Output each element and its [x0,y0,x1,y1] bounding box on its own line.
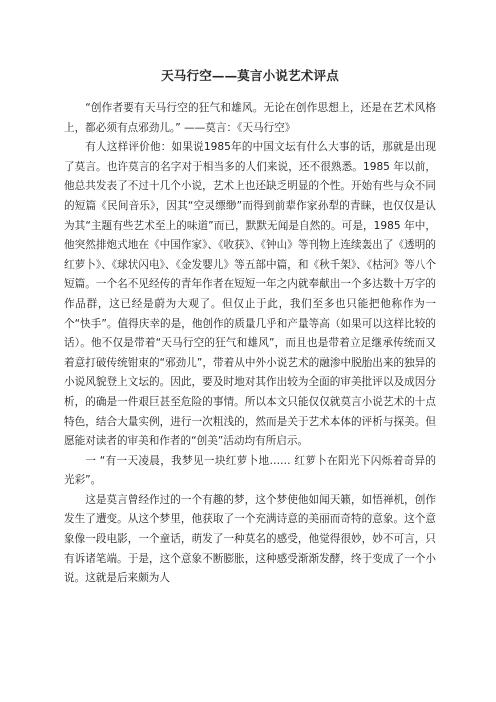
document-title: 天马行空——莫言小说艺术评点 [161,68,339,83]
section-heading-paragraph: 一 “有一天凌晨，我梦见一块红萝卜地…… 红萝卜在阳光下闪烁着奇异的光彩”。 [64,454,436,487]
epigraph-paragraph: “创作者要有天马行空的狂气和雄风。无论在创作思想上，还是在艺术风格上，都必须有点邪劲儿。” ——莫言：《天马行空》 [64,102,436,134]
body-paragraph: 这是莫言曾经作过的一个有趣的梦，这个梦使他如闻天籁，如悟禅机，创作发生了遭变。从这个梦里，他获取了一个充满诗意的美丽而奇特的意象。这个意象像一段电影，一个童话，萌发了一种莫名的感受，他觉得很妙，妙不可言，只有诉诸笔端。于是，这个意象不断膨胀，这种感受渐渐发酵，终于变成了一个小说。这就是后来颇为人 [64,493,436,585]
body-paragraph: 有人这样评价他：如果说1985年的中国文坛有什么大事的话，那就是出现了莫言。也许莫言的名字对于相当多的人们来说，还不很熟悉。1985 年以前，他总共发表了不过十几个小说，艺术上也还缺乏明显的个性。开始有些与众不同的短篇《民间音乐》，因其“空灵缥缈”而得到前辈作家孙犁的青睐，也仅仅是认为其“主题有些艺术至上的味道”而已，默默无闻是自然的。可是，1985 年中，他突然排炮式地在《中国作家》、《收获》、《钟山》等刊物上连续轰出了《透明的红萝卜》、《球状闪电》、《金发婴儿》等五部中篇，和《秋千架》、《枯河》等八个短篇。一个名不见经传的青年作者在短短一年之内就奉献出一个多达数十万字的作品群，这已经是蔚为大观了。但仅止于此，我们至多也只能把他称作为一个“快手”。值得庆幸的是，他创作的质量几乎和产量等高（如果可以这样比较的话）。他不仅是带着“天马行空的狂气和雄风”，而且也是带着立足继承传统而又着意打破传统钳束的“邪劲儿”，带着从中外小说艺术的融渗中脱胎出来的独异的小说风貌登上文坛的。因此，要及时地对其作出较为全面的审美批评以及成因分析，的确是一件艰巨甚至危险的事情。所以本文只能仅仅就莫言小说艺术的十点特色，结合大量实例，进行一次粗浅的，然而是关于艺术本体的评析与探美。但愿能对读者的审美和作者的“创美”活动均有所启示。 [64,141,436,448]
